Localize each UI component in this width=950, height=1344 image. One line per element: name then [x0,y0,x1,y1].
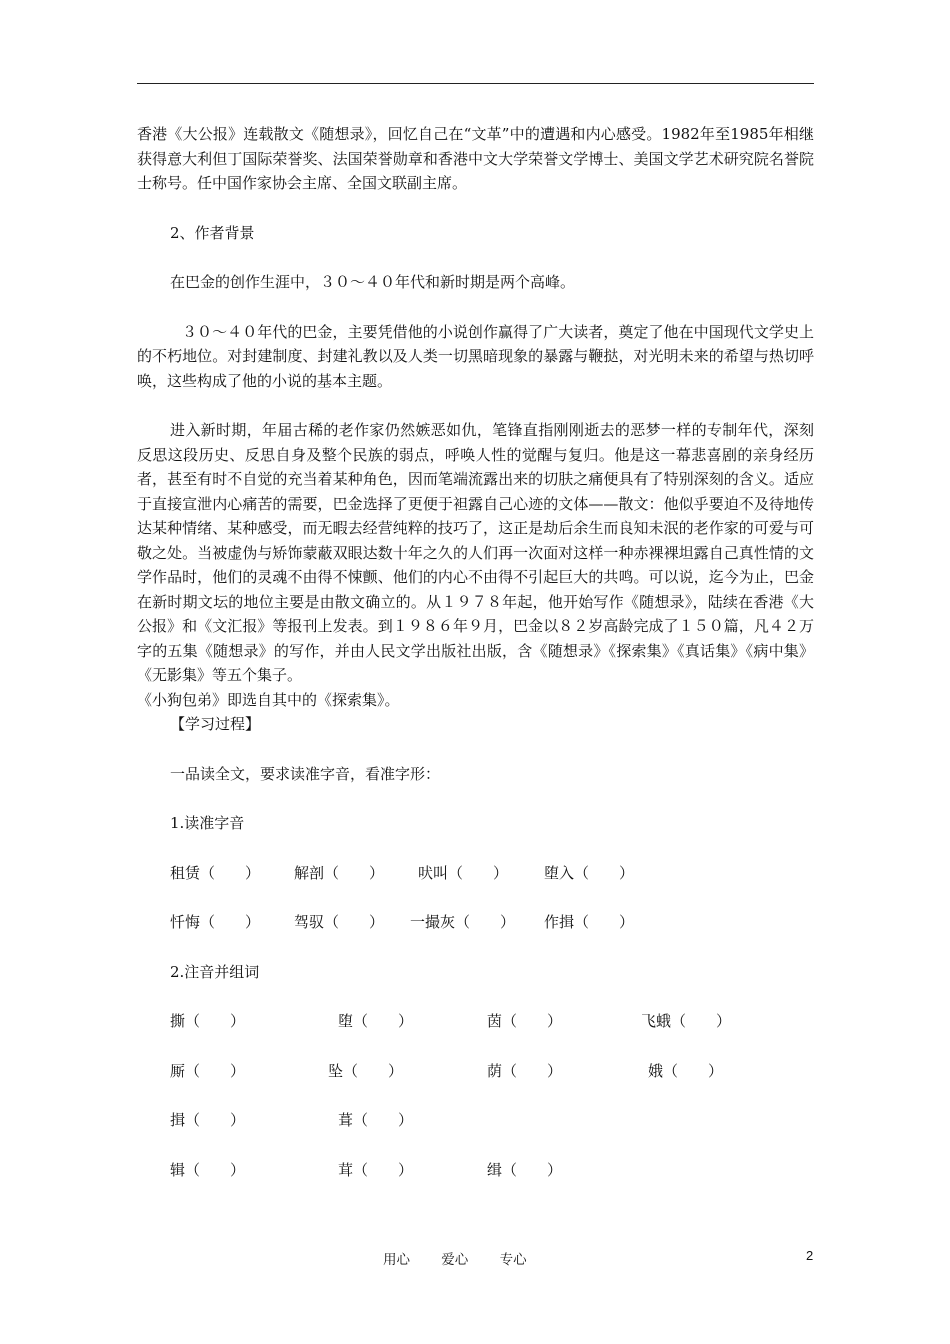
pinyin-item: 撕（ ） [170,1012,246,1030]
pinyin-item: 厮（ ） [170,1061,246,1080]
pinyin-row [137,1158,814,1183]
learning-process-heading: 【学习过程】 [170,715,261,733]
reading-item: 解剖（ ） [294,863,385,882]
pinyin-item: 娥（ ） [648,1061,724,1080]
pinyin-item: 揖（ ） [170,1111,246,1129]
bio-paragraph: 香港《大公报》连载散文《随想录》，回忆自己在“文革”中的遭遇和内心感受。1982年至1985年相继获得意大利但丁国际荣誉奖、法国荣誉勋章和香港中文大学荣誉文学博士、美国文学艺术研究院名誉院士称号。任中国作家协会主席、全国文联副主席。 [137,125,814,192]
step-one-instruction: 一品读全文，要求读准字音，看准字形： [170,764,441,783]
source-note-paragraph: 《小狗包弟》即选自其中的《探索集》。 [137,690,400,709]
reading-item: 作揖（ ） [544,913,635,931]
pinyin-item: 缉（ ） [487,1160,563,1179]
pinyin-row [137,1108,814,1133]
page-footer [0,1248,950,1268]
reading-item: 一撮灰（ ） [410,913,516,931]
footer-motto-3: 专心 [499,1252,527,1268]
document-body [137,122,814,1182]
subheading-read-pronunciation: 1.读准字音 [170,814,245,832]
thirties-forties-paragraph: ３０～４０年代的巴金，主要凭借他的小说创作赢得了广大读者，奠定了他在中国现代文学史上的不朽地位。对封建制度、封建礼教以及人类一切黑暗现象的暴露与鞭挞，对光明未来的希望与热切呼唤，这些构成了他的小说的基本主题。 [137,322,814,390]
pinyin-item: 辑（ ） [170,1160,246,1179]
header-rule [137,83,814,84]
pinyin-item: 葺（ ） [338,1111,414,1129]
footer-motto-2: 爱心 [441,1252,469,1268]
pinyin-item: 飞蛾（ ） [641,1012,732,1030]
pinyin-item: 坠（ ） [328,1061,404,1080]
section-heading-author-background: 2、作者背景 [170,223,255,242]
pinyin-row [137,1009,814,1034]
pinyin-item: 茵（ ） [487,1012,563,1030]
reading-item: 驾驭（ ） [294,913,385,931]
footer-motto [383,1248,554,1268]
reading-item: 忏悔（ ） [170,913,261,931]
reading-item: 堕入（ ） [544,863,635,882]
reading-item: 租赁（ ） [170,863,261,882]
reading-row [137,861,814,886]
page-number: 2 [806,1248,814,1263]
pinyin-item: 荫（ ） [487,1061,563,1080]
new-era-paragraph: 进入新时期，年届古稀的老作家仍然嫉恶如仇，笔锋直指刚刚逝去的恶梦一样的专制年代，深刻反思这段历史、反思自身及整个民族的弱点，呼唤人性的觉醒与复归。他是这一幕悲喜剧的亲身经历者，甚至有时不自觉的充当着某种角色，因而笔端流露出来的切肤之痛便具有了特别深刻的含义。适应于直接宣泄内心痛苦的需要，巴金选择了更便于袒露自己心迹的文体——散文：他似乎要迫不及待地传达某种情绪、某种感受，而无暇去经营纯粹的技巧了，这正是劫后余生而良知未泯的老作家的可爱与可敬之处。当被虚伪与矫饰蒙蔽双眼达数十年之久的人们再一次面对这样一种赤裸裸坦露自己真性情的文学作品时，他们的灵魂不由得不悚颤、他们的内心不由得不引起巨大的共鸣。可以说，迄今为止，巴金在新时期文坛的地位主要是由散文确立的。从１９７８年起，他开始写作《随想录》，陆续在香港《大公报》和《文汇报》等报刊上发表。到１９８６年９月，巴金以８２岁高龄完成了１５０篇，凡４２万字的五集《随想录》的写作，并由人民文学出版社出版，含《随想录》《探索集》《真话集》《病中集》《无影集》等五个集子。 [137,421,814,684]
subheading-pinyin-words: 2.注音并组词 [170,962,260,981]
reading-row [137,910,814,935]
creation-peaks-paragraph: 在巴金的创作生涯中，３０～４０年代和新时期是两个高峰。 [170,273,576,291]
pinyin-item: 茸（ ） [338,1160,414,1179]
footer-motto-1: 用心 [383,1252,410,1268]
pinyin-row [137,1059,814,1084]
pinyin-item: 堕（ ） [338,1012,414,1030]
reading-item: 吠叫（ ） [418,863,509,882]
